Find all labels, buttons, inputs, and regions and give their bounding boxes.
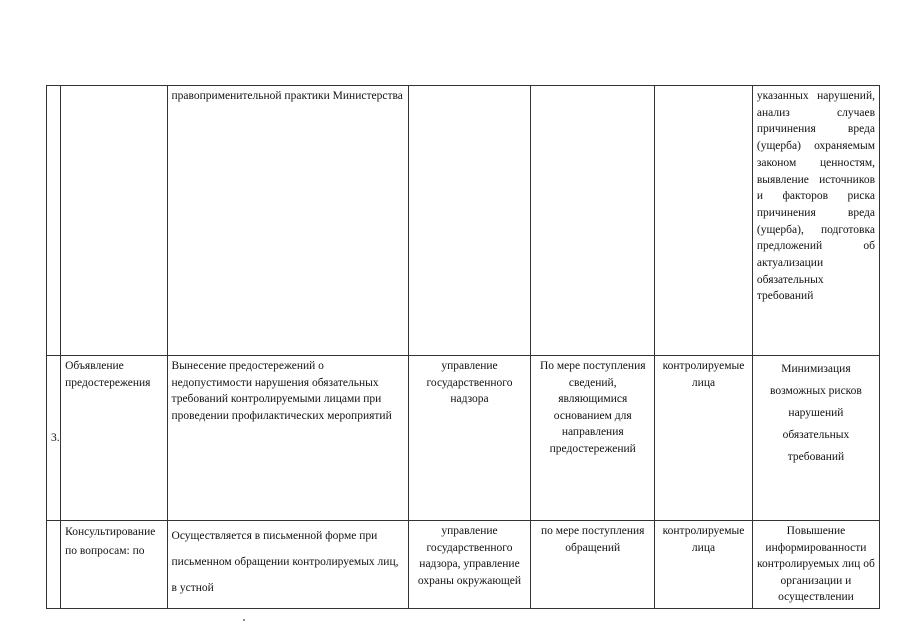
expected-result: Минимизация возможных рисков нарушений обязательных требований	[752, 356, 879, 521]
measure-name: Объявление предостережения	[61, 356, 167, 521]
row-number: 3.	[47, 356, 61, 521]
subjects: контролируемые лица	[655, 521, 753, 609]
row-number	[47, 521, 61, 609]
table-row	[47, 521, 880, 609]
term: По мере поступления сведений, являющимися основанием для направления предостережений	[531, 356, 655, 521]
executor: управление государственного надзора	[408, 356, 531, 521]
scan-speck	[243, 619, 245, 621]
expected-result: указанных нарушений, анализ случаев причинения вреда (ущерба) охраняемым законом ценностям, выявление источников и факторов риска причинения вреда (ущерба), подготовка предложений об актуализации обязательных требований	[752, 86, 879, 356]
measure-content: правоприменительной практики Министерства	[167, 86, 408, 356]
measure-name	[61, 86, 167, 356]
expected-result: Повышение информированности контролируемых лиц об организации и осуществлении	[752, 521, 879, 609]
measure-content: Вынесение предостережений о недопустимости нарушения обязательных требований контролируемыми лицами при проведении профилактических мероприятий	[167, 356, 408, 521]
subjects: контролируемые лица	[655, 356, 753, 521]
measure-content: Осуществляется в письменной форме при письменном обращении контролируемых лиц, в устной	[167, 521, 408, 609]
executor: управление государственного надзора, управление охраны окружающей	[408, 521, 531, 609]
row-number	[47, 86, 61, 356]
term: по мере поступления обращений	[531, 521, 655, 609]
measure-name: Консультирование по вопросам: по	[61, 521, 167, 609]
subjects	[655, 86, 753, 356]
table-row	[47, 356, 880, 521]
table-row	[47, 86, 880, 356]
executor	[408, 86, 531, 356]
term	[531, 86, 655, 356]
plan-table	[46, 85, 880, 609]
